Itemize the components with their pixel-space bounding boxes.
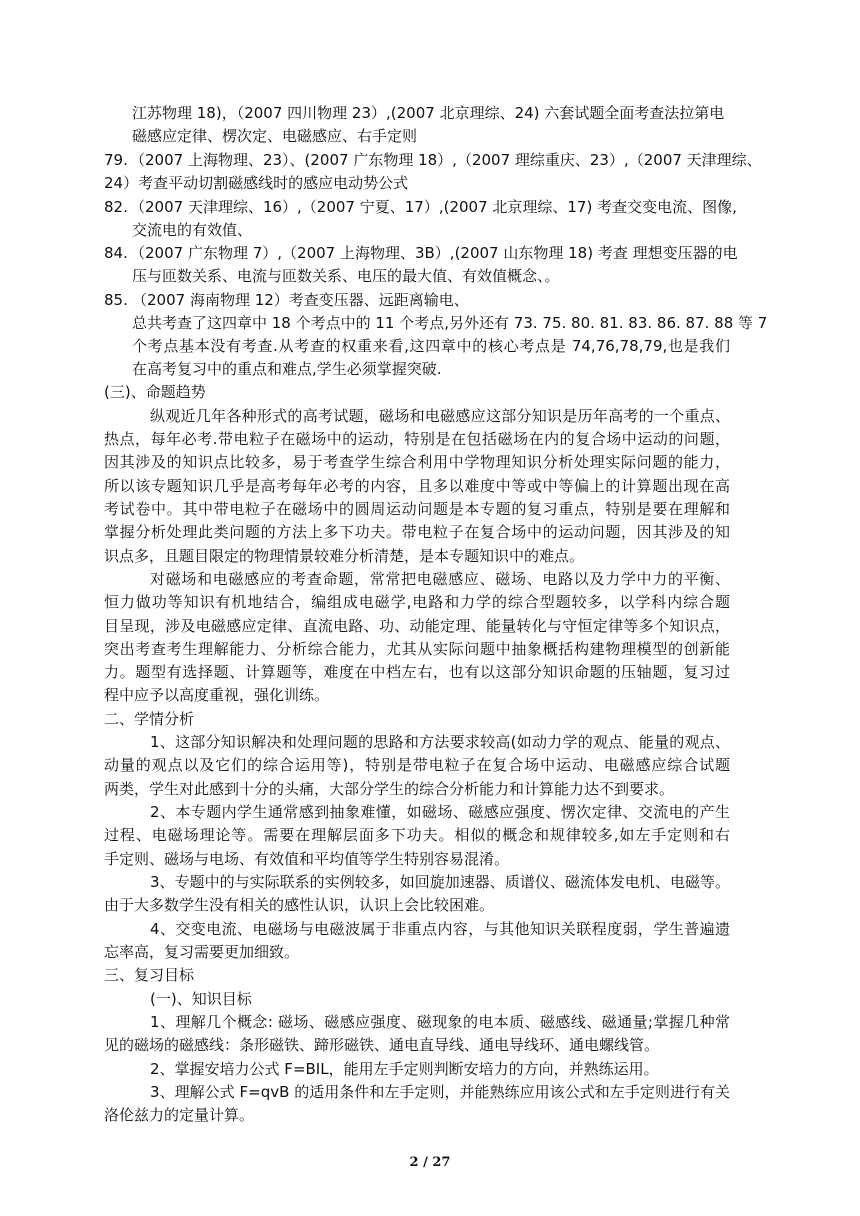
paragraph-line: 4、交变电流、电磁场与电磁波属于非重点内容，与其他知识关联程度弱，学生普遍遗 — [150, 920, 730, 938]
paragraph-line: 1、这部分知识解决和处理问题的思路和方法要求较高(如动力学的观点、能量的观点、 — [150, 733, 730, 751]
paragraph-line: 目呈现，涉及电磁感应定律、直流电路、功、动能定理、能量转化与守恒定律等多个知识点， — [104, 617, 730, 635]
paragraph-line: 力。题型有选择题、计算题等，难度在中档左右，也有以这部分知识命题的压轴题，复习过 — [104, 663, 730, 681]
text-line: 在高考复习中的重点和难点,学生必须掌握突破. — [132, 360, 442, 378]
paragraph-line: 忘率高，复习需要更加细致。 — [104, 943, 300, 961]
text-line: （2007 上海物理、23）、(2007 广东物理 18）,（2007 理综重庆、23）,（2007 天津理综、 — [130, 151, 762, 169]
paragraph-line: 所以该专题知识几乎是高考每年必考的内容，且多以难度中等或中等偏上的计算题出现在高 — [104, 477, 730, 495]
paragraph-line: 突出考查考生理解能力、分析综合能力，尤其从实际问题中抽象概括构建物理模型的创新能 — [104, 640, 730, 658]
text-line: （2007 海南物理 12）考查变压器、远距离输电、 — [132, 291, 469, 309]
paragraph-line: 2、掌握安培力公式 F=BIL，能用左手定则判断安培力的方向，并熟练运用。 — [150, 1060, 659, 1078]
paragraph-line: 两类，学生对此感到十分的头痛，大部分学生的综合分析能力和计算能力达不到要求。 — [104, 780, 675, 798]
sub-heading: (一)、知识目标 — [150, 990, 252, 1008]
text-line: 24）考查平动切割磁感线时的感应电动势公式 — [104, 174, 409, 192]
item-number: 84. — [104, 244, 128, 262]
item-number: 85. — [104, 291, 128, 309]
paragraph-line: 考试卷中。其中带电粒子在磁场中的圆周运动问题是本专题的复习重点，特别是要在理解和 — [104, 500, 730, 518]
paragraph-line: 3、理解公式 F=qvB 的适用条件和左手定则，并能熟练应用该公式和左手定则进行有关 — [150, 1083, 730, 1101]
paragraph-line: 热点，每年必考.带电粒子在磁场中的运动，特别是在包括磁场在内的复合场中运动的问题， — [104, 430, 730, 448]
paragraph-line: 恒力做功等知识有机地结合，编组成电磁学,电路和力学的综合型题较多，以学科内综合题 — [104, 593, 730, 611]
paragraph-line: 对磁场和电磁感应的考查命题，常常把电磁感应、磁场、电路以及力学中力的平衡、 — [150, 570, 730, 588]
text-line: 江苏物理 18)，（2007 四川物理 23）,(2007 北京理综、24) 六套试题全面考查法拉第电 — [132, 104, 725, 122]
paragraph-line: 手定则、磁场与电场、有效值和平均值等学生特别容易混淆。 — [104, 850, 510, 868]
paragraph-line: 掌握分析处理此类问题的方法上多下功夫。带电粒子在复合场中的运动问题，因其涉及的知 — [104, 523, 730, 541]
text-line: 个考点基本没有考查.从考查的权重来看,这四章中的核心考点是 74,76,78,79,也是我们 — [132, 337, 730, 355]
paragraph-line: 过程、电磁场理论等。需要在理解层面多下功夫。相似的概念和规律较多,如左手定则和右 — [104, 826, 730, 844]
text-line: （2007 广东物理 7）,（2007 上海物理、3B）,(2007 山东物理 18) 考查 理想变压器的电 — [130, 244, 738, 262]
paragraph-line: 洛伦兹力的定量计算。 — [104, 1106, 255, 1124]
paragraph-line: 3、专题中的与实际联系的实例较多，如回旋加速器、质谱仪、磁流体发电机、电磁等。 — [150, 873, 730, 891]
paragraph-line: 由于大多数学生没有相关的感性认识，认识上会比较困难。 — [104, 896, 495, 914]
text-line: 交流电的有效值、 — [132, 221, 253, 239]
page-number: 2 / 27 — [409, 1155, 451, 1170]
text-line: 磁感应定律、楞次定、电磁感应、右手定则 — [132, 127, 418, 145]
paragraph-line: 动量的观点以及它们的综合运用等)，特别是带电粒子在复合场中运动、电磁感应综合试题 — [104, 756, 730, 774]
paragraph-line: 程中应予以高度重视，强化训练。 — [104, 686, 330, 704]
paragraph-line: 1、理解几个概念: 磁场、磁感应强度、磁现象的电本质、磁感线、磁通量;掌握几种常 — [150, 1013, 730, 1031]
paragraph-line: 识点多，且题目限定的物理情景较难分析清楚，是本专题知识中的难点。 — [104, 547, 585, 565]
section-heading: (三)、命题趋势 — [104, 383, 206, 401]
text-line: 压与匝数关系、电流与匝数关系、电压的最大值、有效值概念、。 — [132, 267, 560, 285]
paragraph-line: 2、本专题内学生通常感到抽象难懂，如磁场、磁感应强度、愣次定律、交流电的产生 — [150, 803, 730, 821]
section-heading: 三、复习目标 — [104, 966, 195, 984]
item-number: 82. — [104, 198, 128, 216]
paragraph-line: 纵观近几年各种形式的高考试题，磁场和电磁感应这部分知识是历年高考的一个重点、 — [150, 407, 730, 425]
text-line: （2007 天津理综、16）,（2007 宁夏、17）,(2007 北京理综、17) 考查交变电流、图像, — [130, 198, 737, 216]
paragraph-line: 见的磁场的磁感线：条形磁铁、蹄形磁铁、通电直导线、通电导线环、通电螺线管。 — [104, 1036, 660, 1054]
item-number: 79. — [104, 151, 128, 169]
text-line: 总共考查了这四章中 18 个考点中的 11 个考点,另外还有 73. 75. 80. 81. 83. 86. 87. 88 等 7 — [132, 314, 768, 332]
paragraph-line: 因其涉及的知识点比较多，易于考查学生综合利用中学物理知识分析处理实际问题的能力， — [104, 453, 730, 471]
section-heading: 二、学情分析 — [104, 710, 195, 728]
